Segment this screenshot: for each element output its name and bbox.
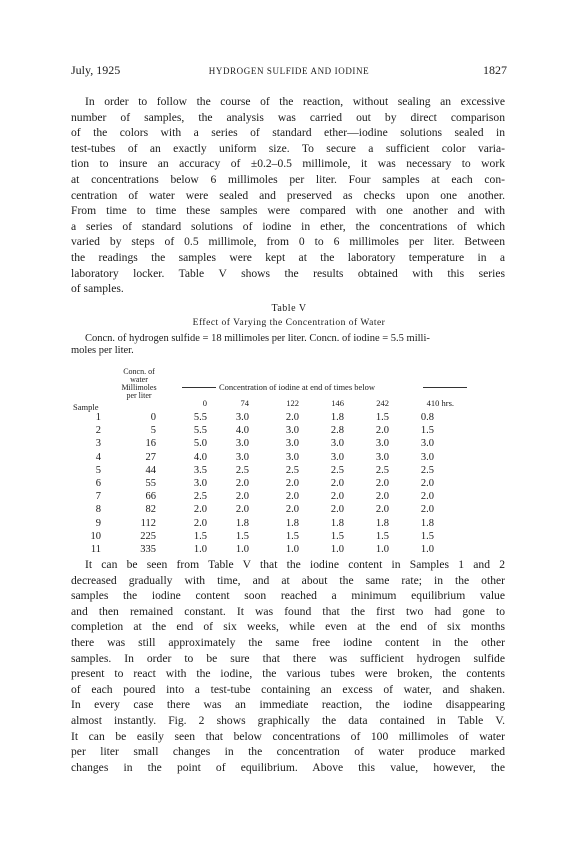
table-cell: 0.8: [420, 412, 434, 423]
sample-column-header: Sample: [73, 402, 99, 412]
time-column-header: 74: [240, 398, 249, 408]
table-caption: Effect of Varying the Concentration of Water: [192, 318, 386, 328]
text-line: From time to time these samples were compared with one another and with: [71, 204, 505, 218]
table-row: [71, 531, 507, 544]
table-cell: 1.8: [420, 517, 434, 529]
text-line: It can be easily seen that below concentrations of 100 millimoles of water: [71, 729, 505, 743]
water-column-header: per liter: [126, 391, 152, 400]
table-row: [71, 518, 507, 531]
table-cell: 0: [150, 412, 156, 423]
table-cell: 1.5: [330, 530, 344, 542]
text-line: there was still approximately the same free iodine content in the other: [71, 635, 505, 649]
table-cell: 1.8: [330, 517, 344, 529]
text-line: the readings the samples were kept at the laboratory temperature in a: [71, 250, 505, 264]
table-cell: 112: [140, 517, 156, 529]
table-cell: 5.5: [193, 412, 207, 423]
table-cell: 3.0: [193, 478, 207, 489]
table-cell: 2.0: [193, 517, 207, 529]
table-row: [71, 544, 507, 557]
text-line: changes in the point of equilibrium. Above this value, however, the: [71, 760, 505, 774]
table-cell: 2.0: [330, 478, 344, 489]
table-cell: 3: [95, 438, 101, 450]
table-cell: 7: [95, 491, 101, 503]
table-cell: 2.0: [375, 425, 389, 437]
table-cell: 3.0: [330, 438, 344, 450]
text-line: samples the iodine content soon reached a minimum equilibrium value: [71, 589, 505, 603]
table-cell: 3.0: [330, 451, 344, 463]
table-cell: 27: [145, 451, 156, 463]
table-cell: 1.5: [420, 425, 434, 437]
table-row: [71, 504, 507, 517]
table-cell: 1.0: [420, 544, 434, 555]
time-column-header: 410 hrs.: [426, 398, 454, 408]
water-column-header: water: [130, 375, 148, 384]
table-cell: 3.0: [285, 425, 299, 437]
text-line: decreased gradually with time, and at about the same rate; in the other: [71, 573, 505, 587]
table-cell: 1.5: [420, 530, 434, 542]
table-cell: 5: [150, 425, 156, 437]
span-rule-left: [182, 387, 216, 388]
table-cell: 2.0: [285, 504, 299, 516]
text-line: per liter small changes in the concentration of water produce marked: [71, 745, 505, 759]
text-line: In order to follow the course of the reaction, without sealing an excessive: [85, 95, 505, 108]
header-title: HYDROGEN SULFIDE AND IODINE: [208, 66, 370, 76]
text-line: number of samples, the analysis was carried out by direct comparison: [71, 110, 505, 124]
text-line: completion at the end of six weeks, while even at the end of six months: [71, 620, 505, 634]
table-cell: 2: [95, 425, 101, 437]
span-rule-right: [423, 387, 467, 388]
table-note-line: Concn. of hydrogen sulfide = 18 millimoles per liter. Concn. of iodine = 5.5 milli-: [85, 333, 430, 344]
header-page-number: 1827: [483, 63, 507, 77]
table-row: [71, 452, 507, 465]
time-span-header: Concentration of iodine at end of times below: [219, 382, 376, 392]
table-cell: 2.0: [330, 504, 344, 516]
table-cell: 2.5: [235, 464, 249, 476]
table-cell: 5.5: [193, 425, 207, 437]
table-cell: 2.0: [375, 491, 389, 503]
table-cell: 4.0: [193, 451, 207, 463]
table-cell: 16: [145, 438, 156, 450]
table-cell: 44: [145, 464, 156, 476]
table-note: [71, 333, 505, 357]
table-cell: 335: [140, 544, 156, 555]
table-cell: 2.0: [235, 491, 249, 503]
table-row: [71, 465, 507, 478]
table-cell: 1.5: [235, 530, 249, 542]
table-cell: 1: [95, 412, 101, 423]
water-column-header: Millimoles: [121, 383, 157, 392]
table-cell: 2.5: [193, 491, 207, 503]
text-line: at concentrations below 6 millimoles per liter. Four samples at each con-: [71, 172, 505, 186]
table-cell: 2.0: [420, 478, 434, 489]
table-cell: 2.0: [285, 412, 299, 423]
table-cell: 10: [90, 530, 101, 542]
table-cell: 1.0: [193, 544, 207, 555]
table-cell: 8: [95, 504, 101, 516]
paragraph-intro: [71, 94, 505, 297]
table-note-line: moles per liter.: [71, 345, 134, 356]
table-cell: 9: [95, 517, 101, 529]
table-cell: 2.5: [330, 464, 344, 476]
table-cell: 2.0: [375, 504, 389, 516]
table-cell: 3.0: [420, 438, 434, 450]
table-cell: 5.0: [193, 438, 207, 450]
table-row: [71, 491, 507, 504]
time-column-header: 146: [331, 398, 344, 408]
text-line: almost instantly. Fig. 2 shows graphically the data contained in Table V.: [71, 713, 505, 727]
text-line: It can be seen from Table V that the iodine content in Samples 1 and 2: [85, 558, 505, 571]
table-row: [71, 478, 507, 491]
table-cell: 1.0: [330, 544, 344, 555]
text-line: of samples.: [71, 282, 124, 296]
table-cell: 3.0: [235, 451, 249, 463]
data-table: [71, 360, 507, 555]
table-cell: 2.0: [375, 478, 389, 489]
table-cell: 4.0: [235, 425, 249, 437]
text-line: present to react with the iodine, the various tubes were broken, the contents: [71, 667, 505, 681]
table-cell: 1.5: [193, 530, 207, 542]
table-cell: 6: [95, 478, 101, 489]
table-cell: 3.0: [285, 451, 299, 463]
table-cell: 2.0: [420, 491, 434, 503]
table-cell: 2.5: [420, 464, 434, 476]
table-cell: 3.0: [375, 438, 389, 450]
text-line: centration of water were sealed and preserved as checks upon one another.: [71, 188, 505, 202]
table-cell: 2.0: [193, 504, 207, 516]
table-cell: 2.5: [285, 464, 299, 476]
table-cell: 3.0: [235, 438, 249, 450]
text-line: a series of standard solutions of iodine in ether, the concentrations of which: [71, 219, 505, 233]
table-cell: 2.0: [330, 491, 344, 503]
table-cell: 4: [95, 451, 101, 463]
time-column-header: 0: [202, 398, 207, 408]
table-cell: 82: [145, 504, 156, 516]
table-cell: 5: [95, 464, 101, 476]
table-cell: 2.5: [375, 464, 389, 476]
table-cell: 3.0: [235, 412, 249, 423]
text-line: and then remained constant. It was found that the first two had gone to: [71, 604, 505, 618]
table-cell: 1.5: [375, 412, 389, 423]
table-cell: 1.8: [285, 517, 299, 529]
table-cell: 3.0: [285, 438, 299, 450]
table-cell: 1.5: [285, 530, 299, 542]
table-cell: 1.0: [235, 544, 249, 555]
table-cell: 1.5: [375, 530, 389, 542]
text-line: In every case there was an immediate reaction, the iodine disappearing: [71, 698, 505, 712]
text-line: of each poured into a test-tube containing an excess of water, and shaken.: [71, 682, 505, 696]
table-cell: 2.0: [420, 504, 434, 516]
table-cell: 1.0: [375, 544, 389, 555]
header-date: July, 1925: [71, 63, 121, 77]
table-cell: 3.5: [193, 464, 207, 476]
table-cell: 2.0: [235, 478, 249, 489]
table-cell: 2.0: [285, 478, 299, 489]
table-cell: 11: [90, 544, 101, 555]
table-cell: 1.8: [235, 517, 249, 529]
table-cell: 1.8: [375, 517, 389, 529]
table-row: [71, 412, 507, 425]
table-cell: 66: [145, 491, 156, 503]
table-row: [71, 438, 507, 451]
table-cell: 1.0: [285, 544, 299, 555]
table-cell: 225: [140, 530, 156, 542]
time-column-header: 242: [376, 398, 389, 408]
table-cell: 2.0: [285, 491, 299, 503]
text-line: test-tubes of an exactly uniform size. To secure a sufficient color varia-: [71, 141, 505, 155]
text-line: tion to insure an accuracy of ±0.2–0.5 millimole, it was necessary to work: [71, 157, 505, 171]
table-cell: 2.8: [330, 425, 344, 437]
text-line: samples. In order to be sure that there was sufficient hydrogen sulfide: [71, 651, 505, 665]
text-line: laboratory locker. Table V shows the results obtained with this series: [71, 266, 505, 280]
paragraph-discussion: [71, 557, 505, 775]
water-column-header: Concn. of: [123, 367, 155, 376]
table-row: [71, 425, 507, 438]
table-cell: 1.8: [330, 412, 344, 423]
table-cell: 3.0: [375, 451, 389, 463]
table-title: Table V: [271, 303, 307, 314]
time-column-header: 122: [286, 398, 299, 408]
table-cell: 3.0: [420, 451, 434, 463]
table-cell: 55: [145, 478, 156, 489]
table-cell: 2.0: [235, 504, 249, 516]
text-line: of the colors with a series of standard ether—iodine solutions sealed in: [71, 126, 505, 140]
running-header: [71, 62, 507, 78]
text-line: varied by steps of 0.5 millimole, from 0 to 6 millimoles per liter. Between: [71, 235, 505, 249]
